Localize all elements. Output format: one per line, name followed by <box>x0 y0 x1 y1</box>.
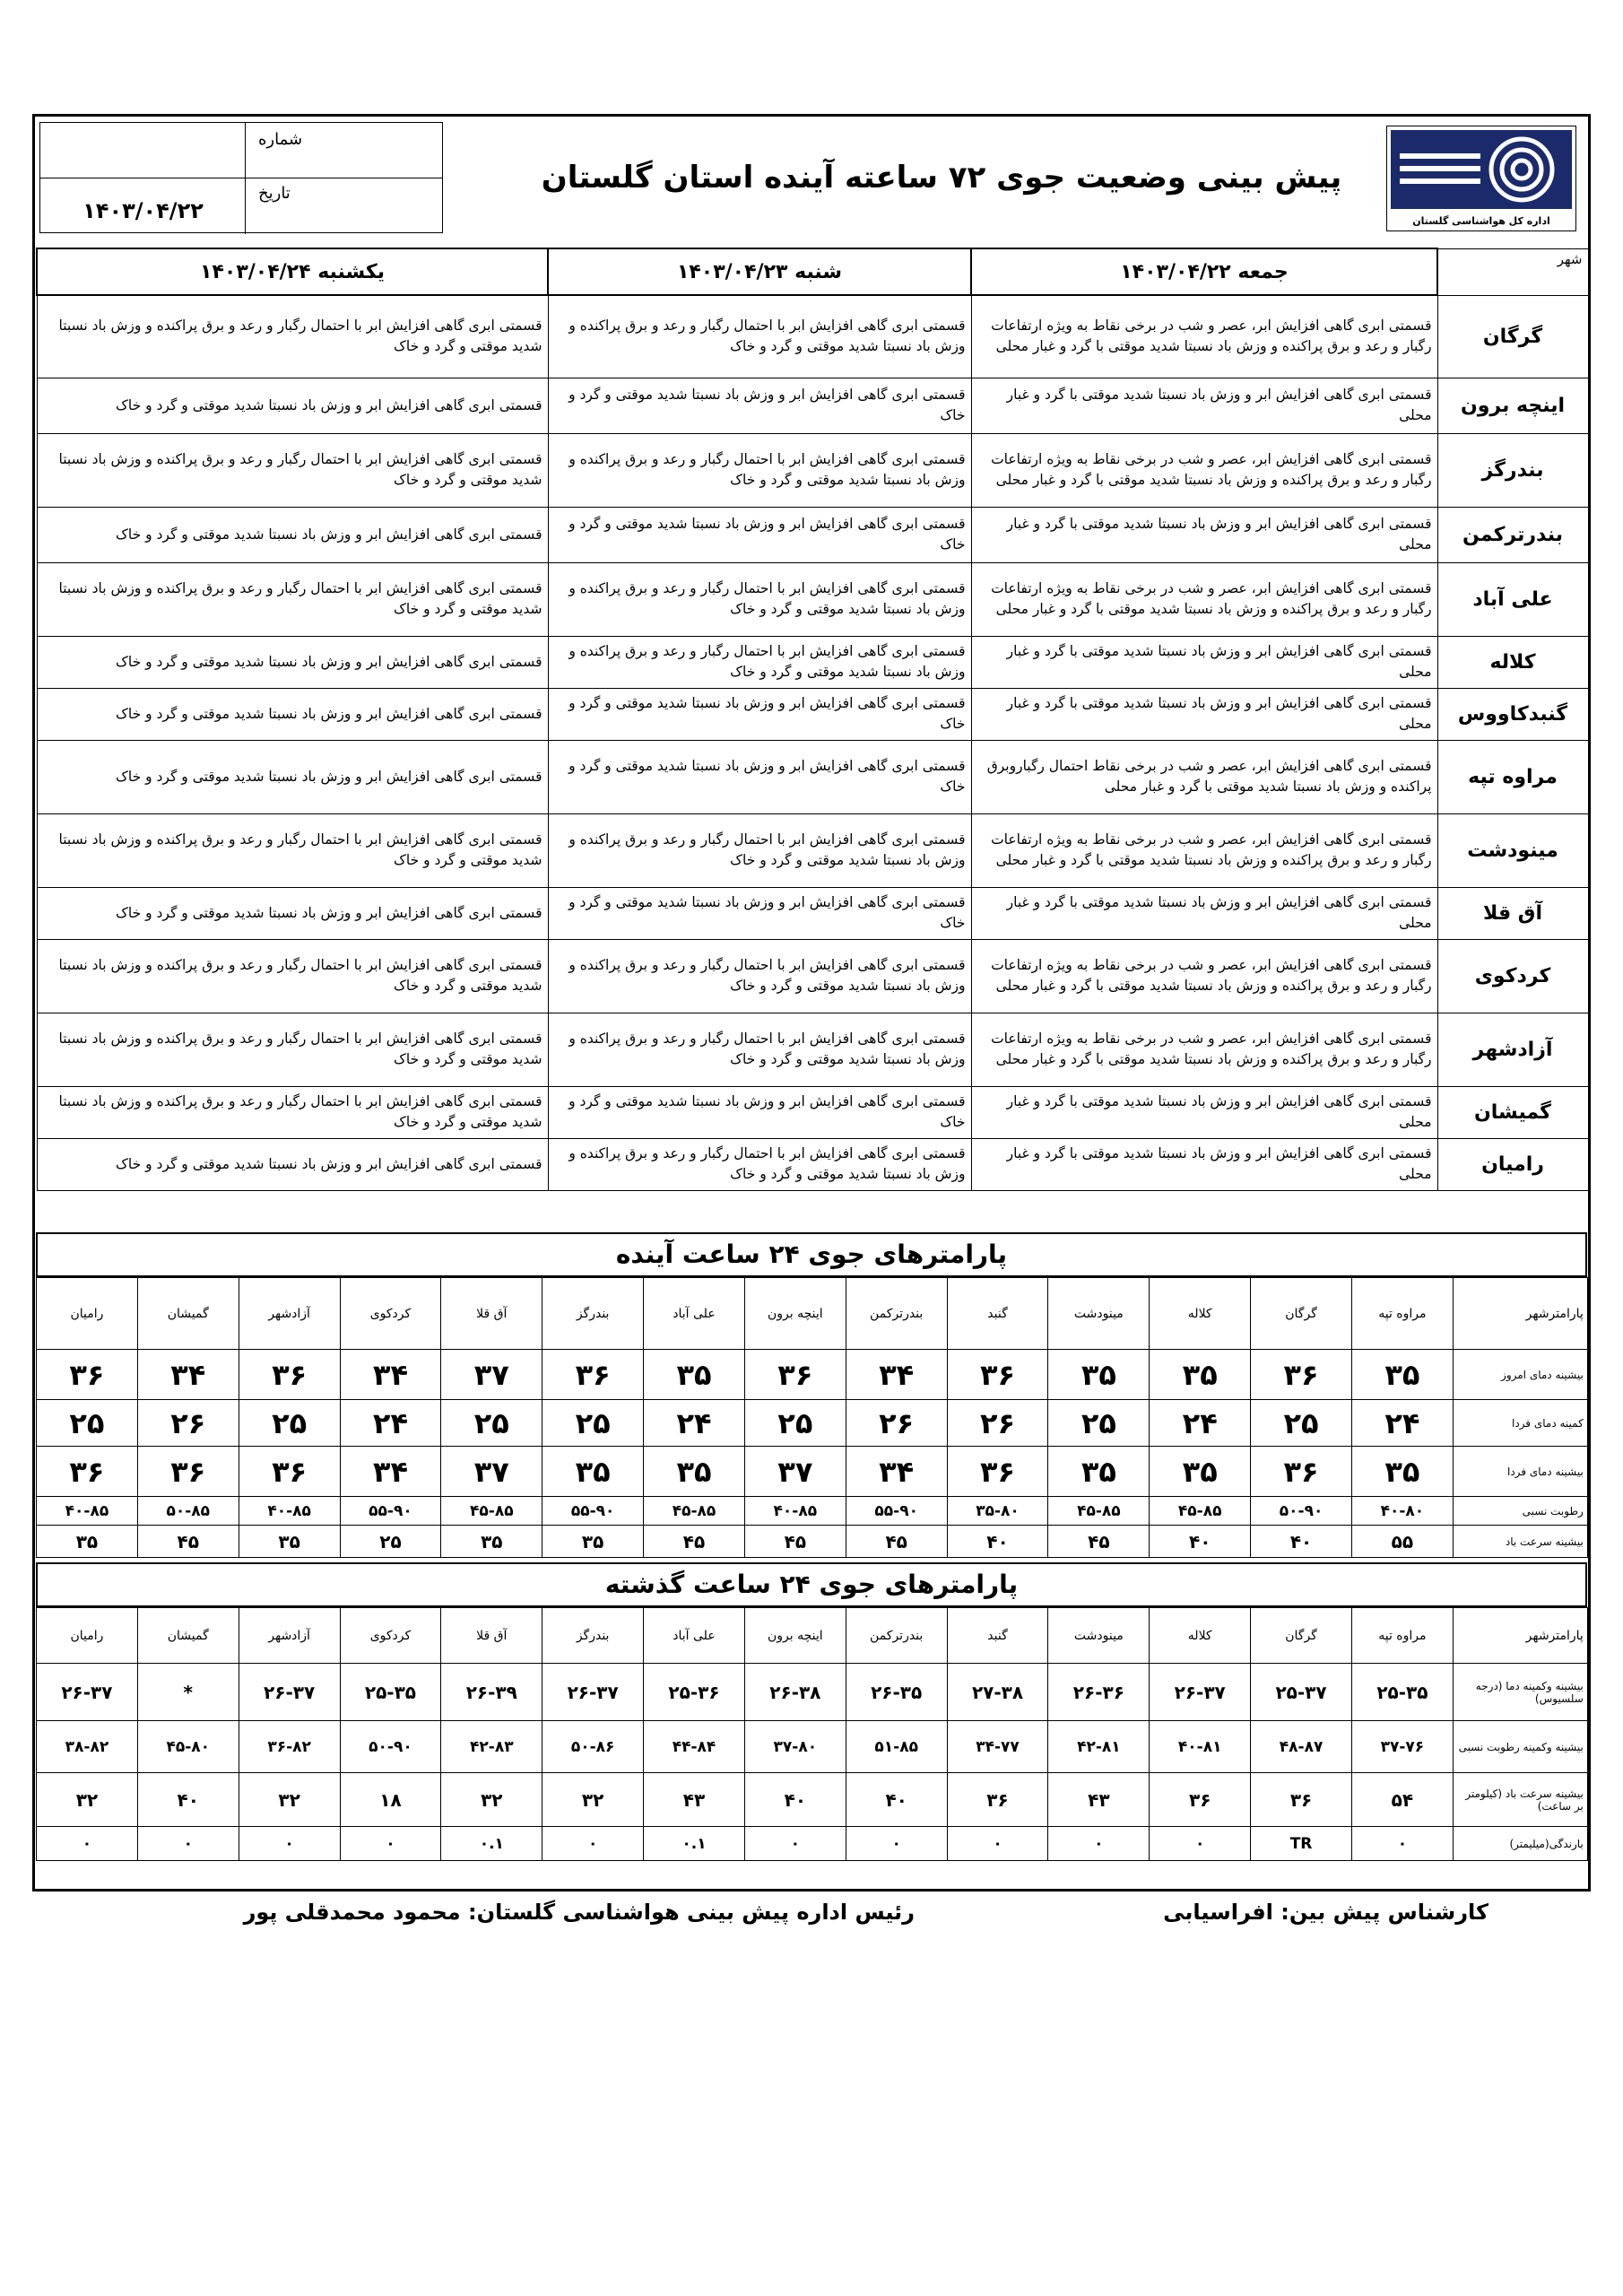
param-value: ۳۶ <box>37 1350 138 1400</box>
forecast-day2-text: قسمتی ابری گاهی افزایش ابر با احتمال رگبار و رعد و برق پراکنده و وزش باد نسبتا شدید موقتی و گرد و خاک <box>548 636 971 688</box>
param-value: ۳۷ <box>744 1447 846 1497</box>
forecast-row <box>37 887 1588 939</box>
param-value: ۲۶-۳۷ <box>1150 1664 1251 1721</box>
param-value: ۳۵ <box>542 1526 644 1558</box>
forecast-day2-text: قسمتی ابری گاهی افزایش ابر با احتمال رگبار و رعد و برق پراکنده و وزش باد نسبتا شدید موقتی و گرد و خاک <box>548 939 971 1013</box>
forecast-row <box>37 813 1588 887</box>
param-value: ۴۲-۸۳ <box>441 1721 542 1773</box>
param-label: بیشینه سرعت باد <box>1453 1526 1587 1558</box>
date-label: تاریخ <box>245 178 442 234</box>
param-value: ۳۵ <box>1150 1350 1251 1400</box>
forecast-day1-text: قسمتی ابری گاهی افزایش ابر و وزش باد نسبتا شدید موقتی با گرد و غبار محلی <box>971 1086 1437 1138</box>
forecast-day3-text: قسمتی ابری گاهی افزایش ابر و وزش باد نسبتا شدید موقتی و گرد و خاک <box>37 507 548 562</box>
date-value: ۱۴۰۳/۰۴/۲۲ <box>82 198 204 223</box>
param-value: ۳۴ <box>846 1447 947 1497</box>
param-value: ۴۰-۸۵ <box>744 1497 846 1526</box>
param-value: ۳۶-۸۲ <box>239 1721 340 1773</box>
param-value: ۳۵ <box>644 1447 745 1497</box>
param-value: ۴۸-۸۷ <box>1251 1721 1352 1773</box>
param-value: ۴۵ <box>137 1526 239 1558</box>
param-value: ۳۵ <box>1351 1350 1453 1400</box>
past24-table <box>36 1607 1588 1861</box>
param-value: ۰ <box>1048 1827 1150 1861</box>
param-value: ۲۵ <box>542 1400 644 1447</box>
param-value: ۳۶ <box>1251 1447 1352 1497</box>
param-value: ۲۵ <box>340 1526 441 1558</box>
param-value: ۳۵ <box>37 1526 138 1558</box>
forecast-day3-text: قسمتی ابری گاهی افزایش ابر و وزش باد نسبتا شدید موقتی و گرد و خاک <box>37 887 548 939</box>
meteorological-organization-logo <box>1386 126 1576 231</box>
forecast-day2-text: قسمتی ابری گاهی افزایش ابر با احتمال رگبار و رعد و برق پراکنده و وزش باد نسبتا شدید موقتی و گرد و خاک <box>548 295 971 378</box>
city-name: کردکوی <box>1437 939 1588 1013</box>
param-label: رطوبت نسبی <box>1453 1497 1587 1526</box>
param-value: ۲۶-۳۷ <box>37 1664 138 1721</box>
param-value: ۳۶ <box>947 1773 1048 1827</box>
param-value: ۳۲ <box>542 1773 644 1827</box>
param-city-header: آق قلا <box>441 1278 542 1350</box>
forecast-day1-text: قسمتی ابری گاهی افزایش ابر، عصر و شب در برخی نقاط به ویژه ارتفاعات رگبار و رعد و برق پراکنده و وزش باد نسبتا شدید موقتی با گرد و غبار محلی <box>971 562 1437 636</box>
forecast-row <box>37 433 1588 507</box>
forecast-day1-text: قسمتی ابری گاهی افزایش ابر و وزش باد نسبتا شدید موقتی با گرد و غبار محلی <box>971 1138 1437 1190</box>
param-value: ۵۵-۹۰ <box>542 1497 644 1526</box>
forecast-row <box>37 1086 1588 1138</box>
param-value: ۵۵-۹۰ <box>846 1497 947 1526</box>
forecast-day3-text: قسمتی ابری گاهی افزایش ابر و وزش باد نسبتا شدید موقتی و گرد و خاک <box>37 688 548 740</box>
param-value: ۲۷-۳۸ <box>947 1664 1048 1721</box>
city-name: آزادشهر <box>1437 1013 1588 1086</box>
param-value: ۴۰-۸۰ <box>1351 1497 1453 1526</box>
param-value: ۵۵-۹۰ <box>340 1497 441 1526</box>
param-value: ۳۵-۸۰ <box>947 1497 1048 1526</box>
param-value: ۰ <box>947 1827 1048 1861</box>
day-header-3: یکشنبه ۱۴۰۳/۰۴/۲۴ <box>37 248 548 295</box>
param-value: ۴۳ <box>1048 1773 1150 1827</box>
param-value: TR <box>1251 1827 1352 1861</box>
param-city-header: کردکوی <box>340 1608 441 1664</box>
param-value: ۴۰ <box>846 1773 947 1827</box>
param-city-header: رامیان <box>37 1608 138 1664</box>
next24-title: پارامترهای جوی ۲۴ ساعت آینده <box>36 1232 1587 1277</box>
param-city-header: مینودشت <box>1048 1608 1150 1664</box>
forecast-day2-text: قسمتی ابری گاهی افزایش ابر و وزش باد نسبتا شدید موقتی و گرد و خاک <box>548 1086 971 1138</box>
param-value: ۴۰ <box>744 1773 846 1827</box>
city-column-header: شهر <box>1437 248 1588 295</box>
param-value: ۲۵ <box>37 1400 138 1447</box>
param-value: ۳۲ <box>239 1773 340 1827</box>
param-value: ۰.۱ <box>441 1827 542 1861</box>
param-value: ۳۴ <box>340 1447 441 1497</box>
param-city-header: آق قلا <box>441 1608 542 1664</box>
param-value: ۵۴ <box>1351 1773 1453 1827</box>
param-value: ۵۰-۹۰ <box>340 1721 441 1773</box>
param-city-header: بندرگز <box>542 1608 644 1664</box>
param-corner-label: پارامترشهر <box>1453 1278 1587 1350</box>
param-city-header: گمیشان <box>137 1608 239 1664</box>
forecast-table <box>36 248 1589 1191</box>
param-city-header: اینچه برون <box>744 1278 846 1350</box>
city-name: رامیان <box>1437 1138 1588 1190</box>
param-value: ۲۶ <box>947 1400 1048 1447</box>
next24-table <box>36 1277 1588 1558</box>
forecast-day1-text: قسمتی ابری گاهی افزایش ابر و وزش باد نسبتا شدید موقتی با گرد و غبار محلی <box>971 507 1437 562</box>
forecast-day1-text: قسمتی ابری گاهی افزایش ابر و وزش باد نسبتا شدید موقتی با گرد و غبار محلی <box>971 887 1437 939</box>
param-value: ۰ <box>542 1827 644 1861</box>
param-city-header: رامیان <box>37 1278 138 1350</box>
forecast-row <box>37 562 1588 636</box>
param-value: ۳۷ <box>441 1447 542 1497</box>
param-value: ۱۸ <box>340 1773 441 1827</box>
param-corner-label: پارامترشهر <box>1453 1608 1587 1664</box>
forecast-day3-text: قسمتی ابری گاهی افزایش ابر با احتمال رگبار و رعد و برق پراکنده و وزش باد نسبتا شدید موقتی و گرد و خاک <box>37 295 548 378</box>
param-value: ۲۴ <box>1351 1400 1453 1447</box>
param-header-row <box>37 1278 1588 1350</box>
param-city-header: کردکوی <box>340 1278 441 1350</box>
forecast-day2-text: قسمتی ابری گاهی افزایش ابر و وزش باد نسبتا شدید موقتی و گرد و خاک <box>548 507 971 562</box>
param-value: * <box>137 1664 239 1721</box>
param-value: ۰ <box>37 1827 138 1861</box>
page-title: پیش بینی وضعیت جوی ۷۲ ساعته آینده استان گلستان <box>541 160 1342 196</box>
city-name: بندرگز <box>1437 433 1588 507</box>
forecast-day1-text: قسمتی ابری گاهی افزایش ابر، عصر و شب در برخی نقاط به ویژه ارتفاعات رگبار و رعد و برق پراکنده و وزش باد نسبتا شدید موقتی با گرد و غبار محلی <box>971 433 1437 507</box>
param-city-header: گنبد <box>947 1608 1048 1664</box>
param-value: ۲۶-۳۵ <box>846 1664 947 1721</box>
forecast-day3-text: قسمتی ابری گاهی افزایش ابر با احتمال رگبار و رعد و برق پراکنده و وزش باد نسبتا شدید موقتی و گرد و خاک <box>37 1086 548 1138</box>
param-row <box>37 1664 1588 1721</box>
param-header-row <box>37 1608 1588 1664</box>
param-value: ۵۰-۸۵ <box>137 1497 239 1526</box>
forecast-day3-text: قسمتی ابری گاهی افزایش ابر و وزش باد نسبتا شدید موقتی و گرد و خاک <box>37 740 548 813</box>
forecast-day2-text: قسمتی ابری گاهی افزایش ابر و وزش باد نسبتا شدید موقتی و گرد و خاک <box>548 688 971 740</box>
param-value: ۵۰-۸۶ <box>542 1721 644 1773</box>
forecast-day1-text: قسمتی ابری گاهی افزایش ابر و وزش باد نسبتا شدید موقتی با گرد و غبار محلی <box>971 636 1437 688</box>
number-date-box <box>39 122 443 233</box>
param-value: ۳۶ <box>1251 1773 1352 1827</box>
param-city-header: گنبد <box>947 1278 1048 1350</box>
param-value: ۴۰-۸۱ <box>1150 1721 1251 1773</box>
param-label: بیشینه سرعت باد (کیلومتر بر ساعت) <box>1453 1773 1587 1827</box>
param-value: ۴۵ <box>744 1526 846 1558</box>
city-name: گنبدکاووس <box>1437 688 1588 740</box>
param-value: ۳۶ <box>947 1447 1048 1497</box>
param-city-header: بندرگز <box>542 1278 644 1350</box>
param-value: ۳۶ <box>947 1350 1048 1400</box>
param-value: ۲۴ <box>1150 1400 1251 1447</box>
param-city-header: آزادشهر <box>239 1278 340 1350</box>
param-value: ۲۵ <box>239 1400 340 1447</box>
param-value: ۲۴ <box>644 1400 745 1447</box>
param-value: ۳۵ <box>1048 1350 1150 1400</box>
forecast-row <box>37 1138 1588 1190</box>
param-value: ۴۲-۸۱ <box>1048 1721 1150 1773</box>
param-label: بیشینه دمای فردا <box>1453 1447 1587 1497</box>
param-value: ۲۶-۳۹ <box>441 1664 542 1721</box>
param-value: ۵۱-۸۵ <box>846 1721 947 1773</box>
param-value: ۰ <box>846 1827 947 1861</box>
forecast-day1-text: قسمتی ابری گاهی افزایش ابر، عصر و شب در برخی نقاط به ویژه ارتفاعات رگبار و رعد و برق پراکنده و وزش باد نسبتا شدید موقتی با گرد و غبار محلی <box>971 813 1437 887</box>
param-city-header: مینودشت <box>1048 1278 1150 1350</box>
param-value: ۳۴ <box>340 1350 441 1400</box>
param-value: ۳۵ <box>542 1447 644 1497</box>
param-value: ۳۶ <box>239 1350 340 1400</box>
day-header-1: جمعه ۱۴۰۳/۰۴/۲۲ <box>971 248 1437 295</box>
param-value: ۳۲ <box>37 1773 138 1827</box>
param-value: ۴۵-۸۵ <box>1048 1497 1150 1526</box>
param-value: ۲۶-۳۸ <box>744 1664 846 1721</box>
param-value: ۲۴ <box>340 1400 441 1447</box>
param-city-header: کلاله <box>1150 1608 1251 1664</box>
param-value: ۳۶ <box>542 1350 644 1400</box>
param-value: ۳۷-۸۰ <box>744 1721 846 1773</box>
forecast-body <box>37 295 1588 1190</box>
forecast-day2-text: قسمتی ابری گاهی افزایش ابر با احتمال رگبار و رعد و برق پراکنده و وزش باد نسبتا شدید موقتی و گرد و خاک <box>548 1013 971 1086</box>
forecast-day2-text: قسمتی ابری گاهی افزایش ابر با احتمال رگبار و رعد و برق پراکنده و وزش باد نسبتا شدید موقتی و گرد و خاک <box>548 813 971 887</box>
param-city-header: مراوه تپه <box>1351 1278 1453 1350</box>
day-header-2: شنبه ۱۴۰۳/۰۴/۲۳ <box>548 248 971 295</box>
param-value: ۵۰-۹۰ <box>1251 1497 1352 1526</box>
param-city-header: گمیشان <box>137 1278 239 1350</box>
city-name: آق قلا <box>1437 887 1588 939</box>
param-city-header: گرگان <box>1251 1608 1352 1664</box>
forecast-day1-text: قسمتی ابری گاهی افزایش ابر، عصر و شب در برخی نقاط به ویژه ارتفاعات رگبار و رعد و برق پراکنده و وزش باد نسبتا شدید موقتی با گرد و غبار محلی <box>971 1013 1437 1086</box>
param-value: ۴۵-۸۵ <box>441 1497 542 1526</box>
header <box>36 118 1587 237</box>
param-value: ۲۵-۳۷ <box>1251 1664 1352 1721</box>
param-value: ۴۰ <box>947 1526 1048 1558</box>
param-value: ۲۵-۳۵ <box>340 1664 441 1721</box>
forecast-day1-text: قسمتی ابری گاهی افزایش ابر و وزش باد نسبتا شدید موقتی با گرد و غبار محلی <box>971 688 1437 740</box>
forecast-day2-text: قسمتی ابری گاهی افزایش ابر و وزش باد نسبتا شدید موقتی و گرد و خاک <box>548 378 971 433</box>
param-value: ۳۶ <box>239 1447 340 1497</box>
param-value: ۲۶-۳۷ <box>239 1664 340 1721</box>
param-value: ۴۵-۸۵ <box>644 1497 745 1526</box>
forecast-day3-text: قسمتی ابری گاهی افزایش ابر با احتمال رگبار و رعد و برق پراکنده و وزش باد نسبتا شدید موقتی و گرد و خاک <box>37 813 548 887</box>
param-value: ۲۵ <box>744 1400 846 1447</box>
param-value: ۰ <box>239 1827 340 1861</box>
city-name: علی آباد <box>1437 562 1588 636</box>
logo-icon <box>1387 126 1575 213</box>
forecast-row <box>37 295 1588 378</box>
forecast-day2-text: قسمتی ابری گاهی افزایش ابر با احتمال رگبار و رعد و برق پراکنده و وزش باد نسبتا شدید موقتی و گرد و خاک <box>548 1138 971 1190</box>
forecast-day3-text: قسمتی ابری گاهی افزایش ابر با احتمال رگبار و رعد و برق پراکنده و وزش باد نسبتا شدید موقتی و گرد و خاک <box>37 433 548 507</box>
param-row <box>37 1773 1588 1827</box>
forecast-row <box>37 507 1588 562</box>
forecast-day1-text: قسمتی ابری گاهی افزایش ابر، عصر و شب در برخی نقاط به ویژه ارتفاعات رگبار و رعد و برق پراکنده و وزش باد نسبتا شدید موقتی با گرد و غبار محلی <box>971 939 1437 1013</box>
param-value: ۴۰ <box>1251 1526 1352 1558</box>
param-value: ۰ <box>1150 1827 1251 1861</box>
param-value: ۲۶-۳۶ <box>1048 1664 1150 1721</box>
forecast-row <box>37 1013 1588 1086</box>
forecast-row <box>37 939 1588 1013</box>
param-value: ۲۶ <box>137 1400 239 1447</box>
param-value: ۰ <box>744 1827 846 1861</box>
param-value: ۳۶ <box>1251 1350 1352 1400</box>
forecast-day3-text: قسمتی ابری گاهی افزایش ابر با احتمال رگبار و رعد و برق پراکنده و وزش باد نسبتا شدید موقتی و گرد و خاک <box>37 939 548 1013</box>
param-value: ۴۵ <box>1048 1526 1150 1558</box>
param-value: ۳۸-۸۲ <box>37 1721 138 1773</box>
forecast-day1-text: قسمتی ابری گاهی افزایش ابر، عصر و شب در برخی نقاط احتمال رگباروبرق پراکنده و وزش باد نسبتا شدید موقتی با گرد و غبار محلی <box>971 740 1437 813</box>
param-row <box>37 1827 1588 1861</box>
param-value: ۳۵ <box>1048 1447 1150 1497</box>
param-city-header: مراوه تپه <box>1351 1608 1453 1664</box>
param-value: ۴۰ <box>1150 1526 1251 1558</box>
param-city-header: علی آباد <box>644 1278 745 1350</box>
param-value: ۳۵ <box>441 1526 542 1558</box>
number-value <box>40 123 246 178</box>
param-city-header: بندرترکمن <box>846 1608 947 1664</box>
city-name: اینچه برون <box>1437 378 1588 433</box>
param-city-header: علی آباد <box>644 1608 745 1664</box>
param-value: ۲۵ <box>441 1400 542 1447</box>
param-value: ۲۶ <box>846 1400 947 1447</box>
param-value: ۳۲ <box>441 1773 542 1827</box>
param-value: ۰ <box>1351 1827 1453 1861</box>
param-value: ۴۰-۸۵ <box>239 1497 340 1526</box>
param-value: ۳۷ <box>441 1350 542 1400</box>
forecast-day2-text: قسمتی ابری گاهی افزایش ابر با احتمال رگبار و رعد و برق پراکنده و وزش باد نسبتا شدید موقتی و گرد و خاک <box>548 433 971 507</box>
param-value: ۰.۱ <box>644 1827 745 1861</box>
number-label: شماره <box>245 123 442 178</box>
forecast-day3-text: قسمتی ابری گاهی افزایش ابر با احتمال رگبار و رعد و برق پراکنده و وزش باد نسبتا شدید موقتی و گرد و خاک <box>37 1013 548 1086</box>
city-name: گرگان <box>1437 295 1588 378</box>
param-value: ۲۵ <box>1048 1400 1150 1447</box>
param-label: بیشینه وکمینه دما (درجه سلسیوس) <box>1453 1664 1587 1721</box>
param-value: ۴۵-۸۵ <box>1150 1497 1251 1526</box>
forecast-row <box>37 378 1588 433</box>
param-value: ۲۵-۳۵ <box>1351 1664 1453 1721</box>
param-value: ۴۵-۸۰ <box>137 1721 239 1773</box>
city-name: مینودشت <box>1437 813 1588 887</box>
param-value: ۳۴ <box>846 1350 947 1400</box>
head-of-forecast-name: رئیس اداره پیش بینی هواشناسی گلستان: محمود محمدقلی پور <box>243 1900 915 1925</box>
param-value: ۲۵ <box>1251 1400 1352 1447</box>
forecast-day2-text: قسمتی ابری گاهی افزایش ابر با احتمال رگبار و رعد و برق پراکنده و وزش باد نسبتا شدید موقتی و گرد و خاک <box>548 562 971 636</box>
param-row <box>37 1497 1588 1526</box>
param-row <box>37 1721 1588 1773</box>
param-city-header: اینچه برون <box>744 1608 846 1664</box>
param-value: ۴۳ <box>644 1773 745 1827</box>
city-name: مراوه تپه <box>1437 740 1588 813</box>
forecaster-name: کارشناس پیش بین: افراسیابی <box>1163 1900 1488 1925</box>
param-value: ۳۵ <box>644 1350 745 1400</box>
forecast-day3-text: قسمتی ابری گاهی افزایش ابر با احتمال رگبار و رعد و برق پراکنده و وزش باد نسبتا شدید موقتی و گرد و خاک <box>37 562 548 636</box>
param-value: ۳۶ <box>137 1447 239 1497</box>
forecast-day3-text: قسمتی ابری گاهی افزایش ابر و وزش باد نسبتا شدید موقتی و گرد و خاک <box>37 378 548 433</box>
param-value: ۴۵ <box>846 1526 947 1558</box>
param-value: ۳۵ <box>239 1526 340 1558</box>
param-value: ۴۵ <box>644 1526 745 1558</box>
past24-title: پارامترهای جوی ۲۴ ساعت گذشته <box>36 1562 1587 1607</box>
param-city-header: گرگان <box>1251 1278 1352 1350</box>
param-label: بیشینه دمای امروز <box>1453 1350 1587 1400</box>
param-value: ۲۵-۳۶ <box>644 1664 745 1721</box>
param-value: ۰ <box>137 1827 239 1861</box>
city-name: گمیشان <box>1437 1086 1588 1138</box>
param-value: ۴۰ <box>137 1773 239 1827</box>
param-city-header: آزادشهر <box>239 1608 340 1664</box>
logo-caption: اداره کل هواشناسی گلستان <box>1412 215 1550 227</box>
param-label: بیشینه وکمینه رطوبت نسبی <box>1453 1721 1587 1773</box>
param-label: بارندگی(میلیمتر) <box>1453 1827 1587 1861</box>
city-name: بندرترکمن <box>1437 507 1588 562</box>
param-value: ۳۶ <box>744 1350 846 1400</box>
forecast-row <box>37 740 1588 813</box>
param-value: ۳۴-۷۷ <box>947 1721 1048 1773</box>
param-value: ۴۴-۸۴ <box>644 1721 745 1773</box>
param-value: ۵۵ <box>1351 1526 1453 1558</box>
forecast-day3-text: قسمتی ابری گاهی افزایش ابر و وزش باد نسبتا شدید موقتی و گرد و خاک <box>37 636 548 688</box>
forecast-day1-text: قسمتی ابری گاهی افزایش ابر، عصر و شب در برخی نقاط به ویژه ارتفاعات رگبار و رعد و برق پراکنده و وزش باد نسبتا شدید موقتی با گرد و غبار محلی <box>971 295 1437 378</box>
forecast-day3-text: قسمتی ابری گاهی افزایش ابر و وزش باد نسبتا شدید موقتی و گرد و خاک <box>37 1138 548 1190</box>
forecast-day2-text: قسمتی ابری گاهی افزایش ابر و وزش باد نسبتا شدید موقتی و گرد و خاک <box>548 740 971 813</box>
forecast-day1-text: قسمتی ابری گاهی افزایش ابر و وزش باد نسبتا شدید موقتی با گرد و غبار محلی <box>971 378 1437 433</box>
param-value: ۳۴ <box>137 1350 239 1400</box>
param-value: ۳۵ <box>1351 1447 1453 1497</box>
param-value: ۲۶-۳۷ <box>542 1664 644 1721</box>
param-label: کمینه دمای فردا <box>1453 1400 1587 1447</box>
param-row <box>37 1400 1588 1447</box>
param-value: ۳۷-۷۶ <box>1351 1721 1453 1773</box>
param-value: ۳۶ <box>37 1447 138 1497</box>
param-row <box>37 1526 1588 1558</box>
forecast-row <box>37 688 1588 740</box>
city-name: کلاله <box>1437 636 1588 688</box>
forecast-row <box>37 636 1588 688</box>
param-value: ۳۵ <box>1150 1447 1251 1497</box>
param-row <box>37 1447 1588 1497</box>
param-value: ۴۰-۸۵ <box>37 1497 138 1526</box>
param-city-header: کلاله <box>1150 1278 1251 1350</box>
forecast-day2-text: قسمتی ابری گاهی افزایش ابر و وزش باد نسبتا شدید موقتی و گرد و خاک <box>548 887 971 939</box>
param-row <box>37 1350 1588 1400</box>
param-value: ۳۶ <box>1150 1773 1251 1827</box>
param-city-header: بندرترکمن <box>846 1278 947 1350</box>
param-value: ۰ <box>340 1827 441 1861</box>
